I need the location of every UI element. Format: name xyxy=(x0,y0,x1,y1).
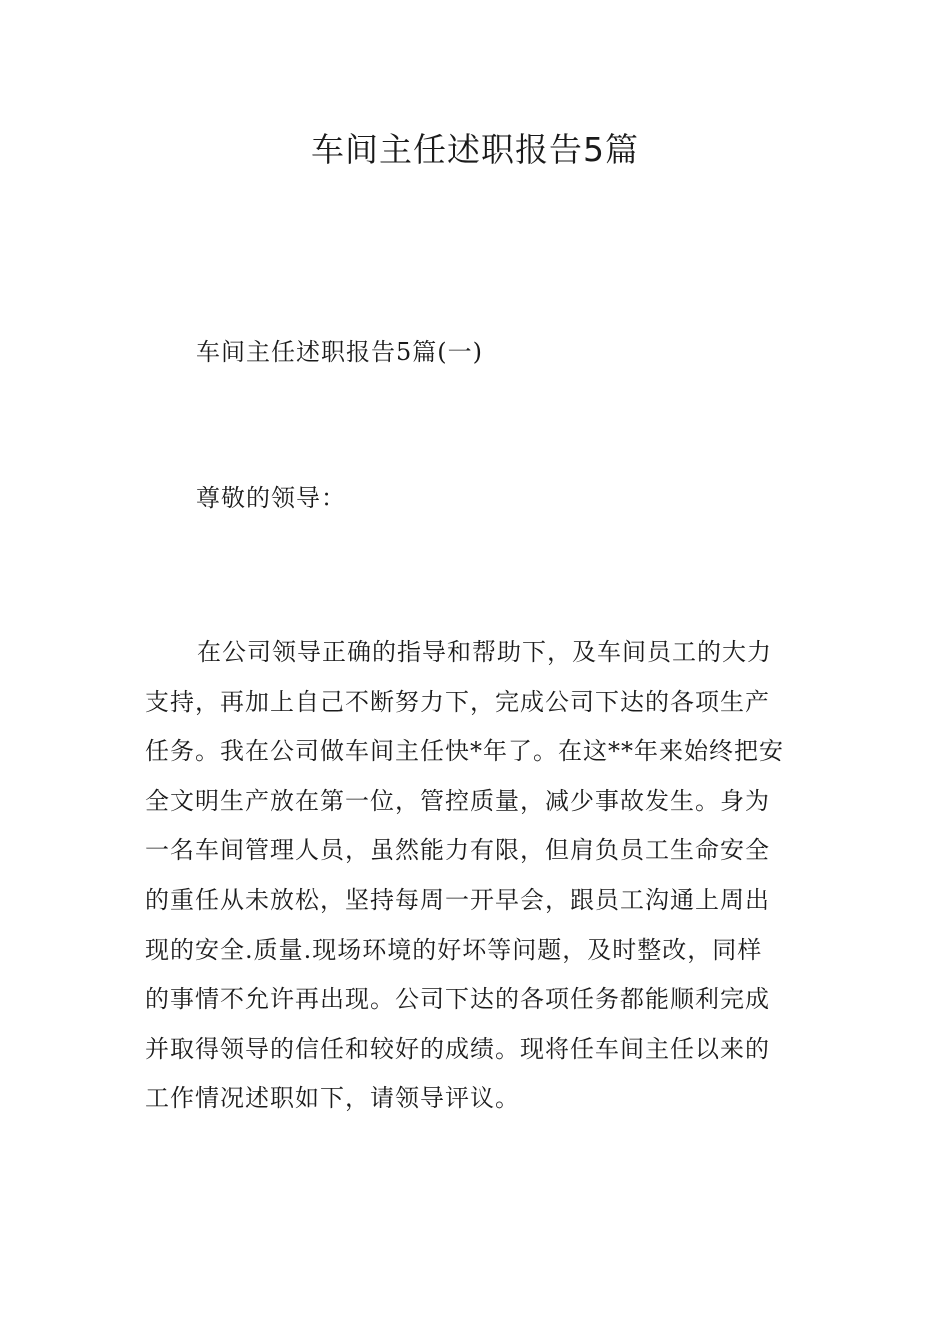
section-subtitle: 车间主任述职报告5篇(一) xyxy=(196,338,483,366)
paragraph-line: 全文明生产放在第一位，管控质量，减少事故发生。身为 xyxy=(145,786,770,815)
document-title: 车间主任述职报告5篇 xyxy=(311,130,639,169)
paragraph-line: 支持，再加上自己不断努力下，完成公司下达的各项生产 xyxy=(145,687,770,716)
paragraph-line: 的重任从未放松，坚持每周一开早会，跟员工沟通上周出 xyxy=(145,885,770,914)
greeting-line: 尊敬的领导： xyxy=(196,484,346,512)
paragraph-line: 的事情不允许再出现。公司下达的各项任务都能顺利完成 xyxy=(145,985,770,1014)
paragraph-line: 一名车间管理人员，虽然能力有限，但肩负员工生命安全 xyxy=(145,836,770,865)
paragraph-line: 现的安全.质量.现场环境的好坏等问题，及时整改，同样 xyxy=(145,935,763,964)
paragraph-line: 任务。我在公司做车间主任快*年了。在这**年来始终把安 xyxy=(145,737,784,766)
paragraph-line: 并取得领导的信任和较好的成绩。现将任车间主任以来的 xyxy=(145,1034,770,1063)
paragraph-line: 工作情况述职如下，请领导评议。 xyxy=(145,1084,520,1113)
paragraph-line: 在公司领导正确的指导和帮助下，及车间员工的大力 xyxy=(197,638,772,666)
body-paragraph xyxy=(145,628,815,1124)
